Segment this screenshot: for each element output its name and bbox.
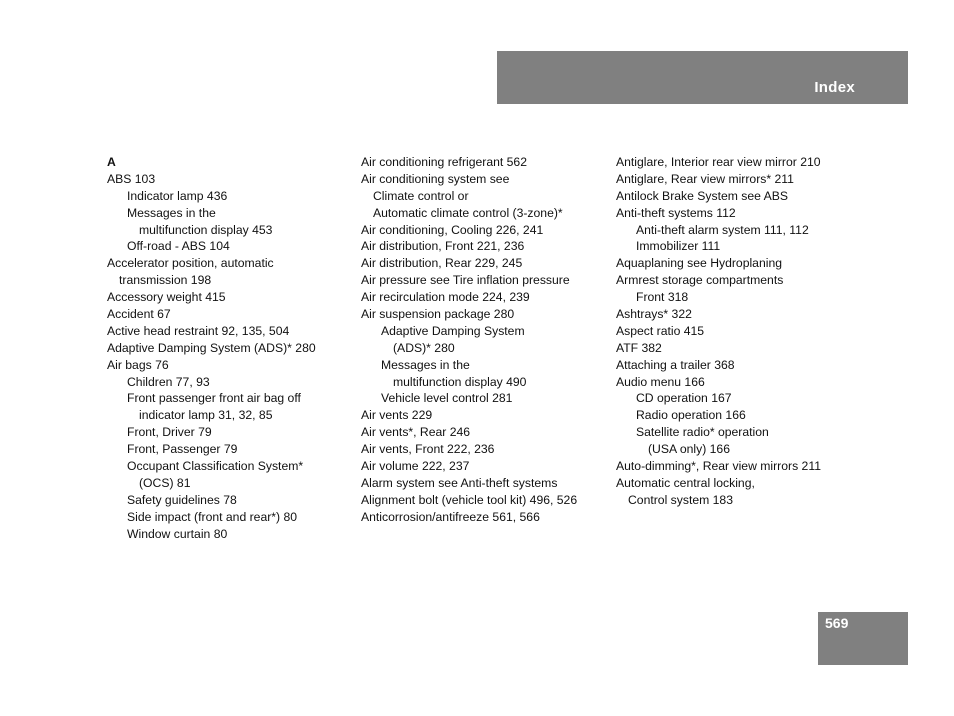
index-entry: Air bags 76 (107, 357, 169, 372)
index-entry: Satellite radio* operation (636, 425, 769, 440)
index-column-2 (361, 154, 577, 526)
index-entry: CD operation 167 (636, 391, 732, 406)
index-entry: Alarm system see Anti-theft systems (361, 475, 558, 490)
index-entry: Auto-dimming*, Rear view mirrors 211 (616, 459, 821, 474)
index-entry: Air vents, Front 222, 236 (361, 442, 495, 457)
index-entry: Audio menu 166 (616, 374, 705, 389)
index-entry: ATF 382 (616, 340, 662, 355)
index-entry: Air recirculation mode 224, 239 (361, 290, 530, 305)
index-entry: Front 318 (636, 290, 689, 305)
index-entry: transmission 198 (119, 273, 212, 288)
index-entry: (OCS) 81 (139, 475, 191, 490)
index-entry: (ADS)* 280 (393, 340, 455, 355)
index-section-letter: A (107, 155, 116, 169)
index-entry: Adaptive Damping System (ADS)* 280 (107, 340, 316, 355)
index-entry: Messages in the (381, 357, 470, 372)
index-entry: Aspect ratio 415 (616, 323, 705, 338)
index-column-3 (616, 154, 821, 509)
index-entry: Automatic central locking, (616, 475, 755, 490)
index-entry: Climate control or (373, 188, 469, 203)
index-entry: Occupant Classification System* (127, 459, 304, 474)
index-entry: Radio operation 166 (636, 408, 746, 423)
index-entry: Antiglare, Interior rear view mirror 210 (616, 155, 821, 169)
index-entry: Air conditioning, Cooling 226, 241 (361, 222, 544, 237)
index-entry: Immobilizer 111 (636, 239, 721, 254)
index-entry: Anti-theft systems 112 (616, 205, 736, 220)
index-entry: Front, Driver 79 (127, 425, 212, 440)
index-entry: Antilock Brake System see ABS (616, 188, 789, 203)
index-entry: Vehicle level control 281 (381, 391, 513, 406)
index-entry: multifunction display 453 (139, 222, 273, 237)
index-entry: Air conditioning refrigerant 562 (361, 155, 527, 169)
index-entry: Adaptive Damping System (381, 323, 525, 338)
header-bar (497, 51, 908, 104)
index-entry: Aquaplaning see Hydroplaning (616, 256, 783, 271)
index-entry: Control system 183 (628, 492, 733, 507)
index-entry: Attaching a trailer 368 (616, 357, 735, 372)
index-entry: Side impact (front and rear*) 80 (127, 509, 298, 524)
index-entry: multifunction display 490 (393, 374, 527, 389)
index-entry: Antiglare, Rear view mirrors* 211 (616, 171, 794, 186)
index-entry: indicator lamp 31, 32, 85 (139, 408, 273, 423)
index-entry: Accident 67 (107, 307, 171, 322)
index-entry: Accessory weight 415 (107, 290, 226, 305)
index-entry: Active head restraint 92, 135, 504 (107, 323, 290, 338)
page-title: Index (814, 79, 855, 96)
index-entry: Window curtain 80 (127, 526, 228, 541)
index-entry: Front passenger front air bag off (127, 391, 301, 406)
index-entry: Air distribution, Front 221, 236 (361, 239, 525, 254)
index-entry: Indicator lamp 436 (127, 188, 228, 203)
index-entry: ABS 103 (107, 171, 156, 186)
index-entry: Alignment bolt (vehicle tool kit) 496, 526 (361, 492, 578, 507)
index-entry: Children 77, 93 (127, 374, 210, 389)
index-entry: Air conditioning system see (361, 171, 510, 186)
index-entry: Automatic climate control (3-zone)* (373, 205, 563, 220)
index-entry: Front, Passenger 79 (127, 442, 238, 457)
index-entry: Air vents 229 (361, 408, 433, 423)
index-entry: Air distribution, Rear 229, 245 (361, 256, 523, 271)
index-column-1 (107, 154, 316, 542)
page-number: 569 (825, 615, 849, 631)
index-entry: Off-road - ABS 104 (127, 239, 230, 254)
index-entry: Ashtrays* 322 (616, 307, 692, 322)
index-entry: Armrest storage compartments (616, 273, 784, 288)
index-entry: Air suspension package 280 (361, 307, 515, 322)
index-entry: Messages in the (127, 205, 216, 220)
index-entry: Air pressure see Tire inflation pressure (361, 273, 570, 288)
index-entry: Safety guidelines 78 (127, 492, 237, 507)
index-entry: Accelerator position, automatic (107, 256, 274, 271)
index-entry: (USA only) 166 (648, 442, 730, 457)
index-entry: Anti-theft alarm system 111, 112 (636, 222, 809, 237)
index-entry: Anticorrosion/antifreeze 561, 566 (361, 509, 540, 524)
page-number-box (818, 612, 908, 665)
index-entry: Air vents*, Rear 246 (361, 425, 471, 440)
index-entry: Air volume 222, 237 (361, 459, 470, 474)
